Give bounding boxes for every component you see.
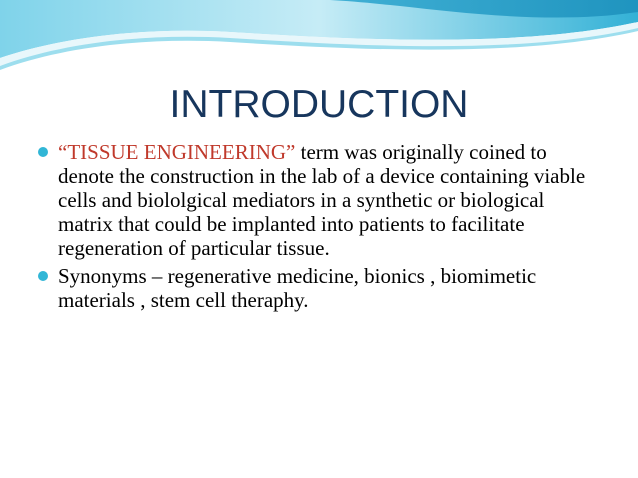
bullet-text: Synonyms – regenerative medicine, bionics , biomimetic materials , stem cell theraphy. xyxy=(58,264,537,312)
bullet-text: term was originally coined to denote the construction in the lab of a device containing viable cells and biololgical mediators in a synthetic or biological matrix that could be implanted into patients to facilitate regeneration of particular tissue. xyxy=(58,140,586,260)
slide-title: INTRODUCTION xyxy=(169,83,469,126)
bullet-list xyxy=(38,140,598,316)
bullet-marker-icon xyxy=(38,271,48,281)
header-wave-decoration xyxy=(0,0,638,80)
highlight-term: “TISSUE ENGINEERING” xyxy=(58,140,296,164)
bullet-marker-icon xyxy=(38,147,48,157)
bullet-item-tissue-engineering xyxy=(38,140,598,260)
bullet-item-synonyms xyxy=(38,264,598,312)
